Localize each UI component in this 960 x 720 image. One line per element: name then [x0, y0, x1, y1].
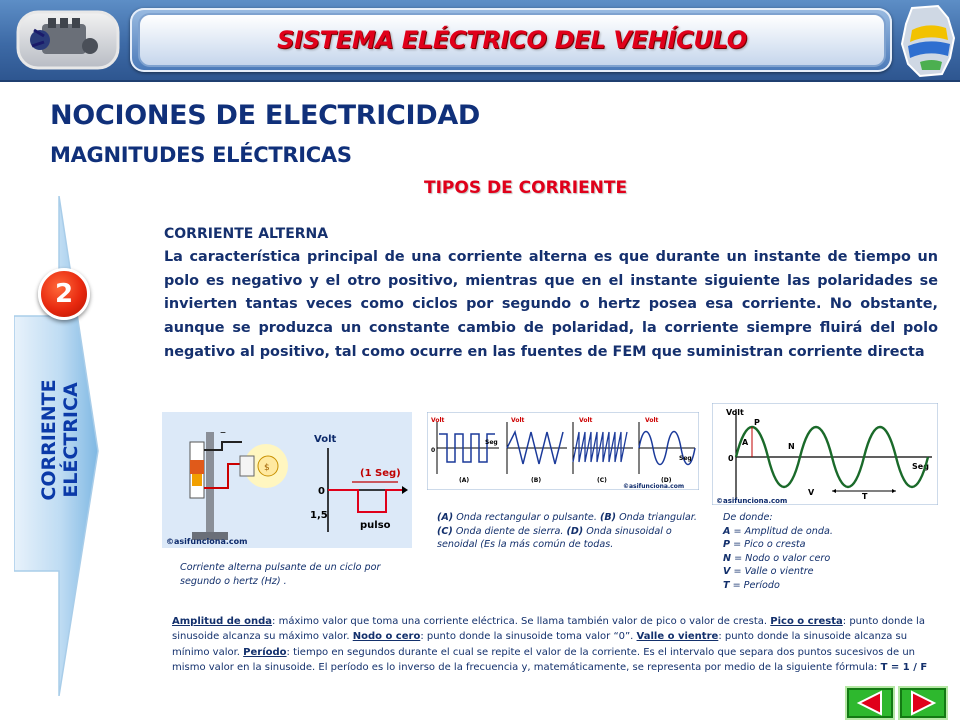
caption-tag-b: (B) — [599, 512, 617, 523]
legend-text: = Valle o vientre — [730, 566, 814, 577]
fig1-value: 1,5 — [310, 510, 328, 521]
caption-tag-c: (C) — [437, 525, 453, 537]
pulsing-current-diagram — [162, 412, 412, 548]
fig1-pulse-label: pulso — [360, 520, 391, 531]
fig2-letter-c: (C) — [597, 477, 607, 484]
section-subheading: MAGNITUDES ELÉCTRICAS — [50, 143, 352, 167]
fig2-letter-b: (B) — [531, 477, 542, 484]
fig2-zero-a: 0 — [431, 447, 436, 454]
topic-heading: TIPOS DE CORRIENTE — [424, 178, 628, 198]
legend-item — [723, 565, 893, 579]
fig3-peak-label: P — [754, 418, 760, 427]
legend-key: P — [723, 539, 731, 550]
previous-slide-button[interactable] — [845, 686, 895, 720]
legend-item — [723, 525, 893, 539]
caption-text-c: Onda diente de sierra. — [452, 525, 567, 537]
fig3-volt: Volt — [726, 408, 744, 417]
body-paragraph: La característica principal de una corriente alterna es que durante un instante de tiempo un polo es negativo y el otro positivo, mientras que en el instante siguiente las polaridades se invierten tantas veces como ciclos por segundo o hertz posea esa corriente. No obstante, aunque se produzca un constante cambio de polaridad, la corriente siempre fluirá del polo negativo al positivo, tal como ocurre en las fuentes de FEM que suministran corriente directa — [164, 249, 938, 360]
term-amplitude: Amplitud de onda — [172, 616, 273, 627]
triangle-right-icon — [906, 690, 940, 716]
legend-text: = Período — [729, 579, 780, 591]
pulsing-current-figure — [162, 412, 412, 548]
fig3-valley-label: V — [808, 488, 815, 497]
fig2-seg-a: Seg — [485, 439, 498, 446]
map-logo-icon — [898, 4, 958, 78]
next-slide-button[interactable] — [898, 686, 948, 720]
fig2-volt-b: Volt — [511, 417, 525, 424]
side-label-line1: CORRIENTE — [38, 379, 60, 501]
minus-sign: – — [220, 425, 226, 439]
fig2-caption — [437, 511, 699, 552]
term-node: Nodo o cero — [352, 631, 421, 643]
subtitle: CORRIENTE ALTERNA — [164, 226, 329, 242]
engine-logo-icon — [14, 6, 124, 74]
legend-title: De donde: — [723, 512, 773, 523]
caption-tag-a: (A) — [437, 512, 454, 523]
stand-pole — [206, 432, 214, 540]
battery-lower-band — [192, 474, 202, 486]
fig2-volt-c: Volt — [579, 417, 593, 424]
socket — [240, 456, 254, 476]
sine-wave-figure — [712, 403, 938, 505]
fig3-credit: ©asifunciona.com — [716, 497, 788, 505]
fig1-axis-label: Volt — [314, 434, 337, 445]
title-pill — [138, 13, 886, 67]
fig3-period-label: T — [862, 492, 868, 501]
fig2-volt-a: Volt — [431, 417, 445, 424]
fig1-interval: (1 Seg) — [360, 468, 401, 479]
page-title: SISTEMA ELÉCTRICO DEL VEHÍCULO — [277, 26, 747, 54]
fig3-seg: Seg — [912, 462, 929, 471]
legend-text: = Amplitud de onda. — [730, 525, 833, 537]
legend-text: = Pico o cresta — [730, 539, 806, 550]
term-valley: Valle o vientre — [636, 631, 719, 643]
fig1-caption: Corriente alterna pulsante de un ciclo por segundo o hertz (Hz) . — [180, 562, 381, 587]
legend-text: = Nodo o valor cero — [731, 552, 831, 564]
fig2-seg-d: Seg — [679, 455, 692, 462]
term-period: Período — [243, 646, 287, 658]
legend-key: T — [723, 579, 730, 591]
legend-key: V — [723, 566, 731, 577]
caption-text-a: Onda rectangular o pulsante. — [453, 512, 600, 523]
caption-tag-d: (D) — [566, 525, 584, 537]
caption-text-d: Onda sinusoidal o senoidal (Es la más común de todas. — [437, 525, 672, 550]
waveforms-figure — [427, 412, 699, 490]
definitions-footnote — [172, 614, 932, 676]
side-label-line2: ELÉCTRICA — [60, 382, 82, 498]
section-heading: NOCIONES DE ELECTRICIDAD — [50, 100, 481, 131]
legend-key: A — [723, 525, 731, 537]
def-amplitude: : máximo valor que toma una corriente eléctrica. Se llama también valor de pico o valor de cresta. — [272, 616, 771, 627]
waveforms-diagram — [427, 412, 699, 490]
legend-key: N — [723, 552, 732, 564]
fig2-letter-d: (D) — [661, 477, 672, 484]
def-node: : punto donde la sinusoide toma valor “0”. — [420, 631, 637, 643]
term-peak: Pico o cresta — [770, 616, 843, 627]
def-period: : tiempo en segundos durante el cual se repite el valor de la corriente. Es el intervalo que separa dos puntos sucesivos de un mismo valor en la sinusoide. El período es lo inverso de la frecuencia y, matemáticamente, se representa por medio de la siguiente fórmula: — [172, 646, 915, 674]
fig3-node-label: N — [788, 442, 795, 451]
fig3-amplitude-label: A — [742, 438, 749, 447]
fig3-zero: 0 — [728, 454, 734, 463]
def-valley: : punto donde la sinusoide alcanza su mínimo valor. — [172, 631, 908, 658]
fig1-credit: ©asifunciona.com — [166, 537, 248, 546]
period-formula: T = 1 / F — [880, 662, 928, 674]
fig2-volt-d: Volt — [645, 417, 659, 424]
legend-item — [723, 552, 893, 566]
side-label — [38, 379, 82, 500]
battery-band — [190, 460, 204, 474]
bulb-symbol: $ — [264, 463, 270, 473]
legend-item — [723, 579, 893, 593]
fig2-letter-a: (A) — [459, 477, 470, 484]
legend-item — [723, 538, 893, 552]
fig2-credit: ©asifunciona.com — [623, 483, 685, 490]
section-number-badge: 2 — [38, 268, 90, 320]
caption-text-b: Onda triangular. — [616, 512, 697, 523]
def-peak: : punto donde la sinusoide alcanza su máximo valor. — [172, 616, 925, 643]
fig1-zero: 0 — [318, 486, 325, 497]
sine-wave-diagram — [712, 403, 938, 505]
triangle-left-icon — [853, 690, 887, 716]
fig3-legend — [723, 511, 893, 592]
